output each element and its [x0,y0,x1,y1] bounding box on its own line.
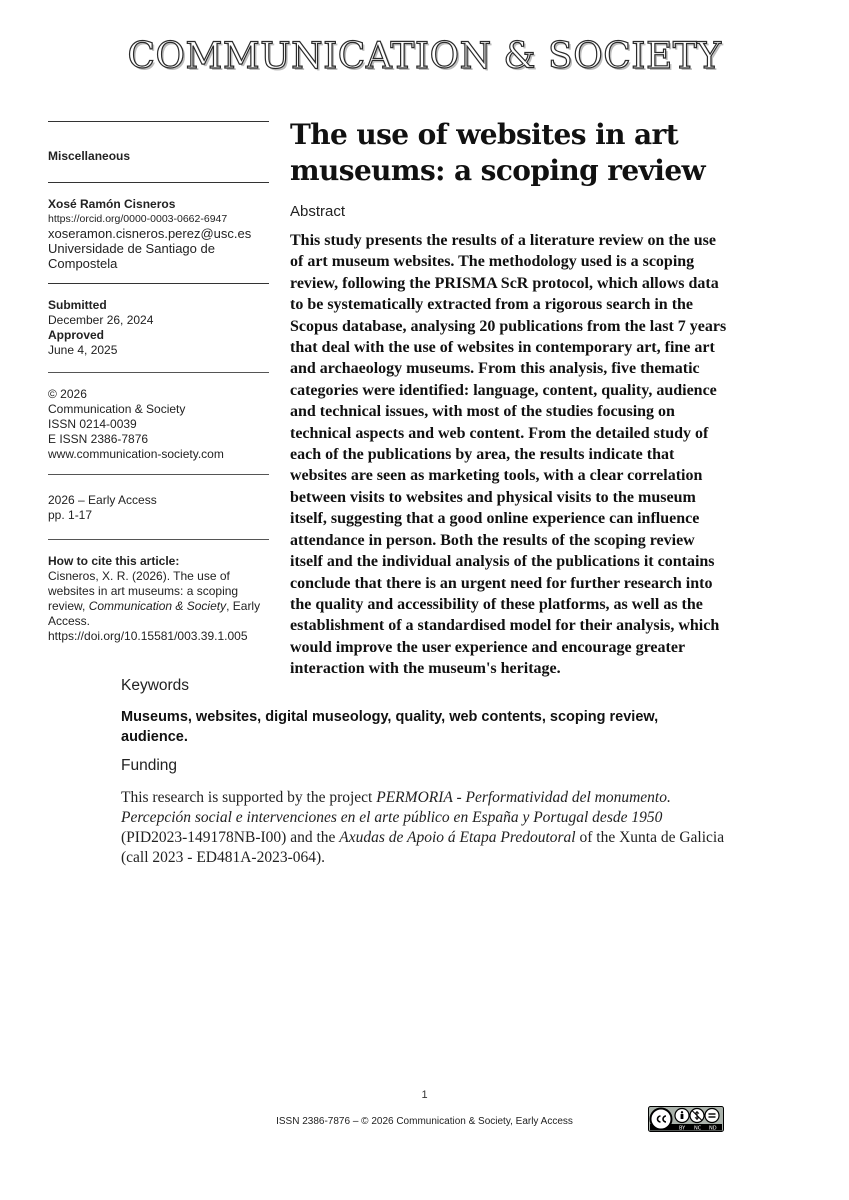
approved-label: Approved [48,328,105,342]
funding-program: Axudas de Apoio á Etapa Predoutoral [339,829,576,846]
section-label: Miscellaneous [48,149,131,163]
submitted-label: Submitted [48,298,107,312]
keywords-heading: Keywords [121,677,190,694]
funding-project: PERMORIA - Performatividad del monumento. Percepción social e intervenciones en el arte público en España y Portugal desde 1950 [121,789,671,826]
cite-text-end: , Early Access. [48,599,261,628]
issn: ISSN 0214-0039 [48,417,137,431]
cite-journal: Communication & Society [88,599,227,613]
copyright-year: © 2026 [48,387,87,401]
abstract-text: This study presents the results of a literature review on the use of art museum websites. The methodology used is a scoping review, following the PRISMA ScR protocol, which allows data to be systematically extracted from a rigorous search in the Scopus database, analysing 20 publications from the last 7 years that deal with the use of websites in contemporary art, fine art and archaeology museums. From this analysis, five thematic categories were identified: language, content, quality, audience and technical issues, with most of the studies focusing on technical aspects and web content. From the detailed study of each of the publications by area, the results indicate that websites are seen as marketing tools, with a clear correlation between visits to websites and physical visits to the museum itself, suggesting that a good online experience can influence attendance in person. Both the results of the scoping review itself and the individual analysis of the publications it contains conclude that there is an urgent need for further research into the quality and accessibility of these platforms, as well as the establishment of a standardised model for their analysis, which would improve the user experience and encourage greater interaction with the museum's heritage. [290,232,727,678]
svg-text:NC: NC [694,1125,702,1132]
approved-date: June 4, 2025 [48,343,118,357]
funding-text-part: This research is supported by the project [121,789,377,806]
cc-by-nc-nd-icon[interactable] [648,1106,724,1132]
funding-text-part: (PID2023-149178NB-I00) and the [121,829,340,846]
cite-text: Cisneros, X. R. (2026). The use of websites in art museums: a scoping review, [48,569,239,613]
author-email[interactable]: xoseramon.cisneros.perez@usc.es [48,226,252,241]
author-affiliation: Universidade de Santiago de Compostela [48,241,215,271]
page-number: 1 [421,1089,428,1101]
funding-section [121,757,729,868]
page-range: pp. 1-17 [48,508,93,522]
submitted-date: December 26, 2024 [48,313,154,327]
article-main [290,117,730,680]
cite-doi[interactable]: https://doi.org/10.15581/003.39.1.005 [48,629,248,643]
funding-heading: Funding [121,757,178,774]
journal-website[interactable]: www.communication-society.com [48,447,224,461]
eissn: E ISSN 2386-7876 [48,432,149,446]
journal-name: Communication & Society [48,402,186,416]
article-title: The use of websites in art museums: a scoping review [290,118,706,187]
article-sidebar [48,121,269,644]
cc-badge-text [679,1126,717,1132]
svg-text:ND: ND [709,1125,717,1132]
journal-title: COMMUNICATION & SOCIETY [127,36,722,77]
funding-text-part: of the Xunta de Galicia (call 2023 - ED481A-2023-064). [121,829,725,866]
keywords-section [121,677,729,747]
cite-label: How to cite this article: [48,554,180,568]
abstract-heading: Abstract [290,203,346,220]
footer-line: ISSN 2386-7876 – © 2026 Communication & Society, Early Access [276,1116,573,1127]
issue-info: 2026 – Early Access [48,493,157,507]
svg-text:BY: BY [679,1125,686,1132]
author-orcid[interactable]: https://orcid.org/0000-0003-0662-6947 [48,213,228,225]
keywords-text: Museums, websites, digital museology, quality, web contents, scoping review, audience. [121,709,659,745]
author-name: Xosé Ramón Cisneros [48,197,176,211]
funding-text [121,788,729,868]
citation-block [48,540,269,644]
